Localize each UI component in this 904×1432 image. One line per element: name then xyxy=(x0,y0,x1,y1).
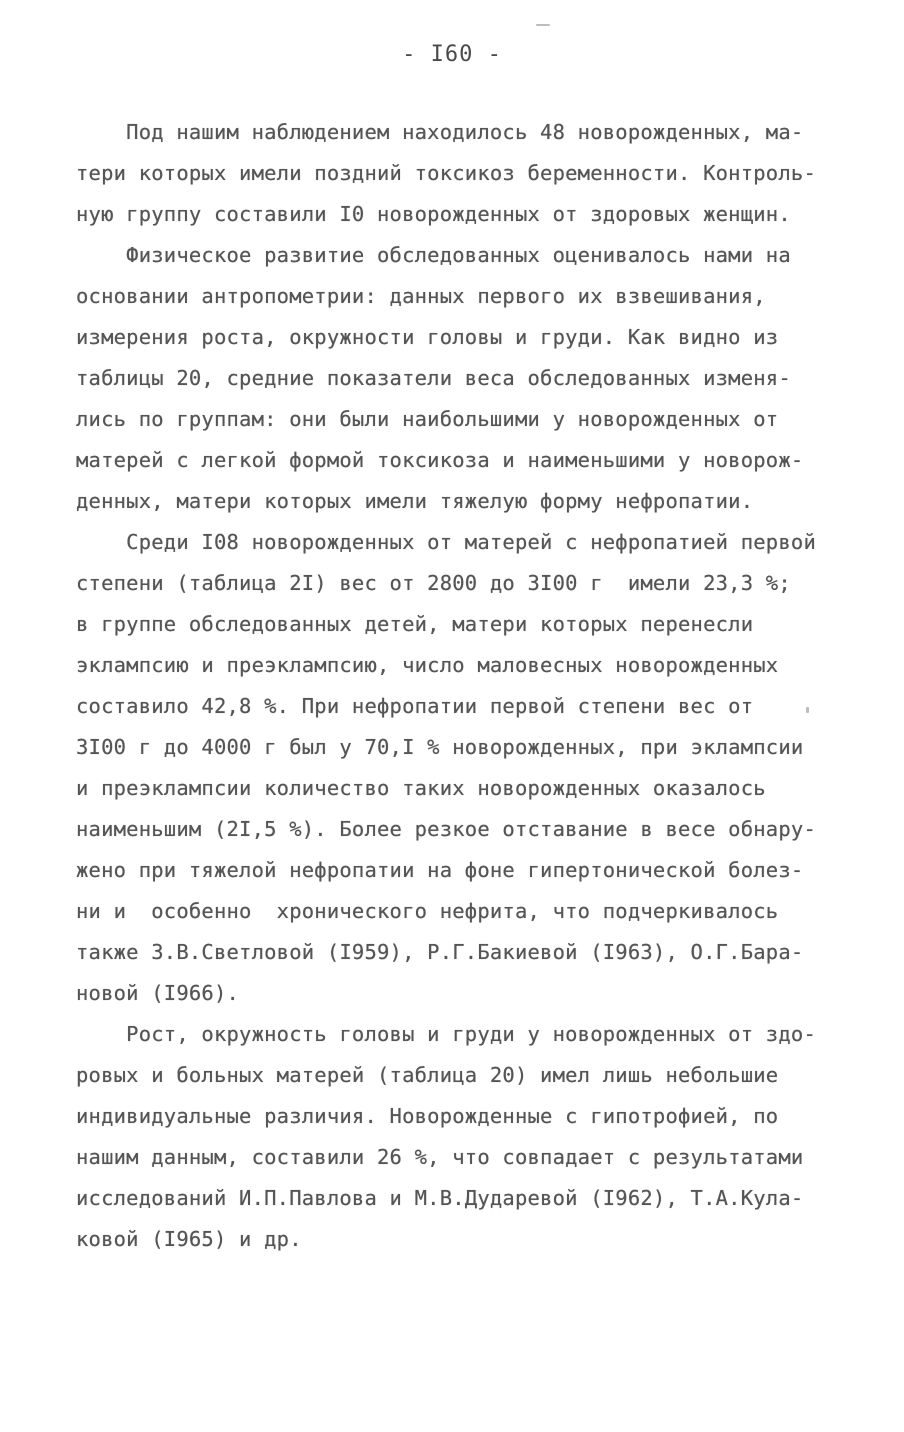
page-number: - I60 - xyxy=(402,42,502,67)
text-line: также З.В.Светловой (I959), Р.Г.Бакиевой (I963), О.Г.Бара- xyxy=(76,940,804,964)
text-line: составило 42,8 %. При нефропатии первой степени вес от xyxy=(76,694,754,718)
text-line: ровых и больных матерей (таблица 20) имел лишь небольшие xyxy=(76,1063,779,1087)
text-line: таблицы 20, средние показатели веса обследованных изменя- xyxy=(76,366,791,390)
text-line: Среди I08 новорожденных от матерей с нефропатией первой xyxy=(76,530,816,554)
text-line: денных, матери которых имели тяжелую форму нефропатии. xyxy=(76,489,754,513)
text-line: Рост, окружность головы и груди у новорожденных от здо- xyxy=(76,1022,816,1046)
text-line: в группе обследованных детей, матери которых перенесли xyxy=(76,612,754,636)
text-line: Физическое развитие обследованных оценивалось нами на xyxy=(76,243,791,267)
text-line: жено при тяжелой нефропатии на фоне гипертонической болез- xyxy=(76,858,804,882)
text-line: эклампсию и преэклампсию, число маловесных новорожденных xyxy=(76,653,779,677)
text-line: и преэклампсии количество таких новорожденных оказалось xyxy=(76,776,766,800)
text-line: основании антропометрии: данных первого их взвешивания, xyxy=(76,284,766,308)
text-line: исследований И.П.Павлова и М.В.Дударевой (I962), Т.А.Кула- xyxy=(76,1186,804,1210)
text-line: новой (I966). xyxy=(76,981,240,1005)
text-line: ковой (I965) и др. xyxy=(76,1227,302,1251)
text-line: матерей с легкой формой токсикоза и наименьшими у новорож- xyxy=(76,448,804,472)
text-line: ную группу составили I0 новорожденных от здоровых женщин. xyxy=(76,202,791,226)
text-line: 3I00 г до 4000 г был у 70,I % новорожденных, при эклампсии xyxy=(76,735,804,759)
paragraph xyxy=(76,112,846,235)
body-text xyxy=(76,112,846,1260)
text-line: лись по группам: они были наибольшими у новорожденных от xyxy=(76,407,779,431)
text-line: наименьшим (2I,5 %). Более резкое отставание в весе обнару- xyxy=(76,817,816,841)
text-line: измерения роста, окружности головы и груди. Как видно из xyxy=(76,325,779,349)
paragraph xyxy=(76,235,846,522)
text-line: Под нашим наблюдением находилось 48 новорожденных, ма- xyxy=(76,120,804,144)
text-line: ни и особенно хронического нефрита, что подчеркивалось xyxy=(76,899,779,923)
text-line: нашим данным, составили 26 %, что совпадает с результатами xyxy=(76,1145,804,1169)
paragraph xyxy=(76,522,846,1014)
paragraph xyxy=(76,1014,846,1260)
scan-mark xyxy=(536,24,550,26)
text-line: индивидуальные различия. Новорожденные с гипотрофией, по xyxy=(76,1104,779,1128)
text-line: тери которых имели поздний токсикоз беременности. Контроль- xyxy=(76,161,816,185)
text-line: степени (таблица 2I) вес от 2800 до 3I00 г имели 23,3 %; xyxy=(76,571,791,595)
